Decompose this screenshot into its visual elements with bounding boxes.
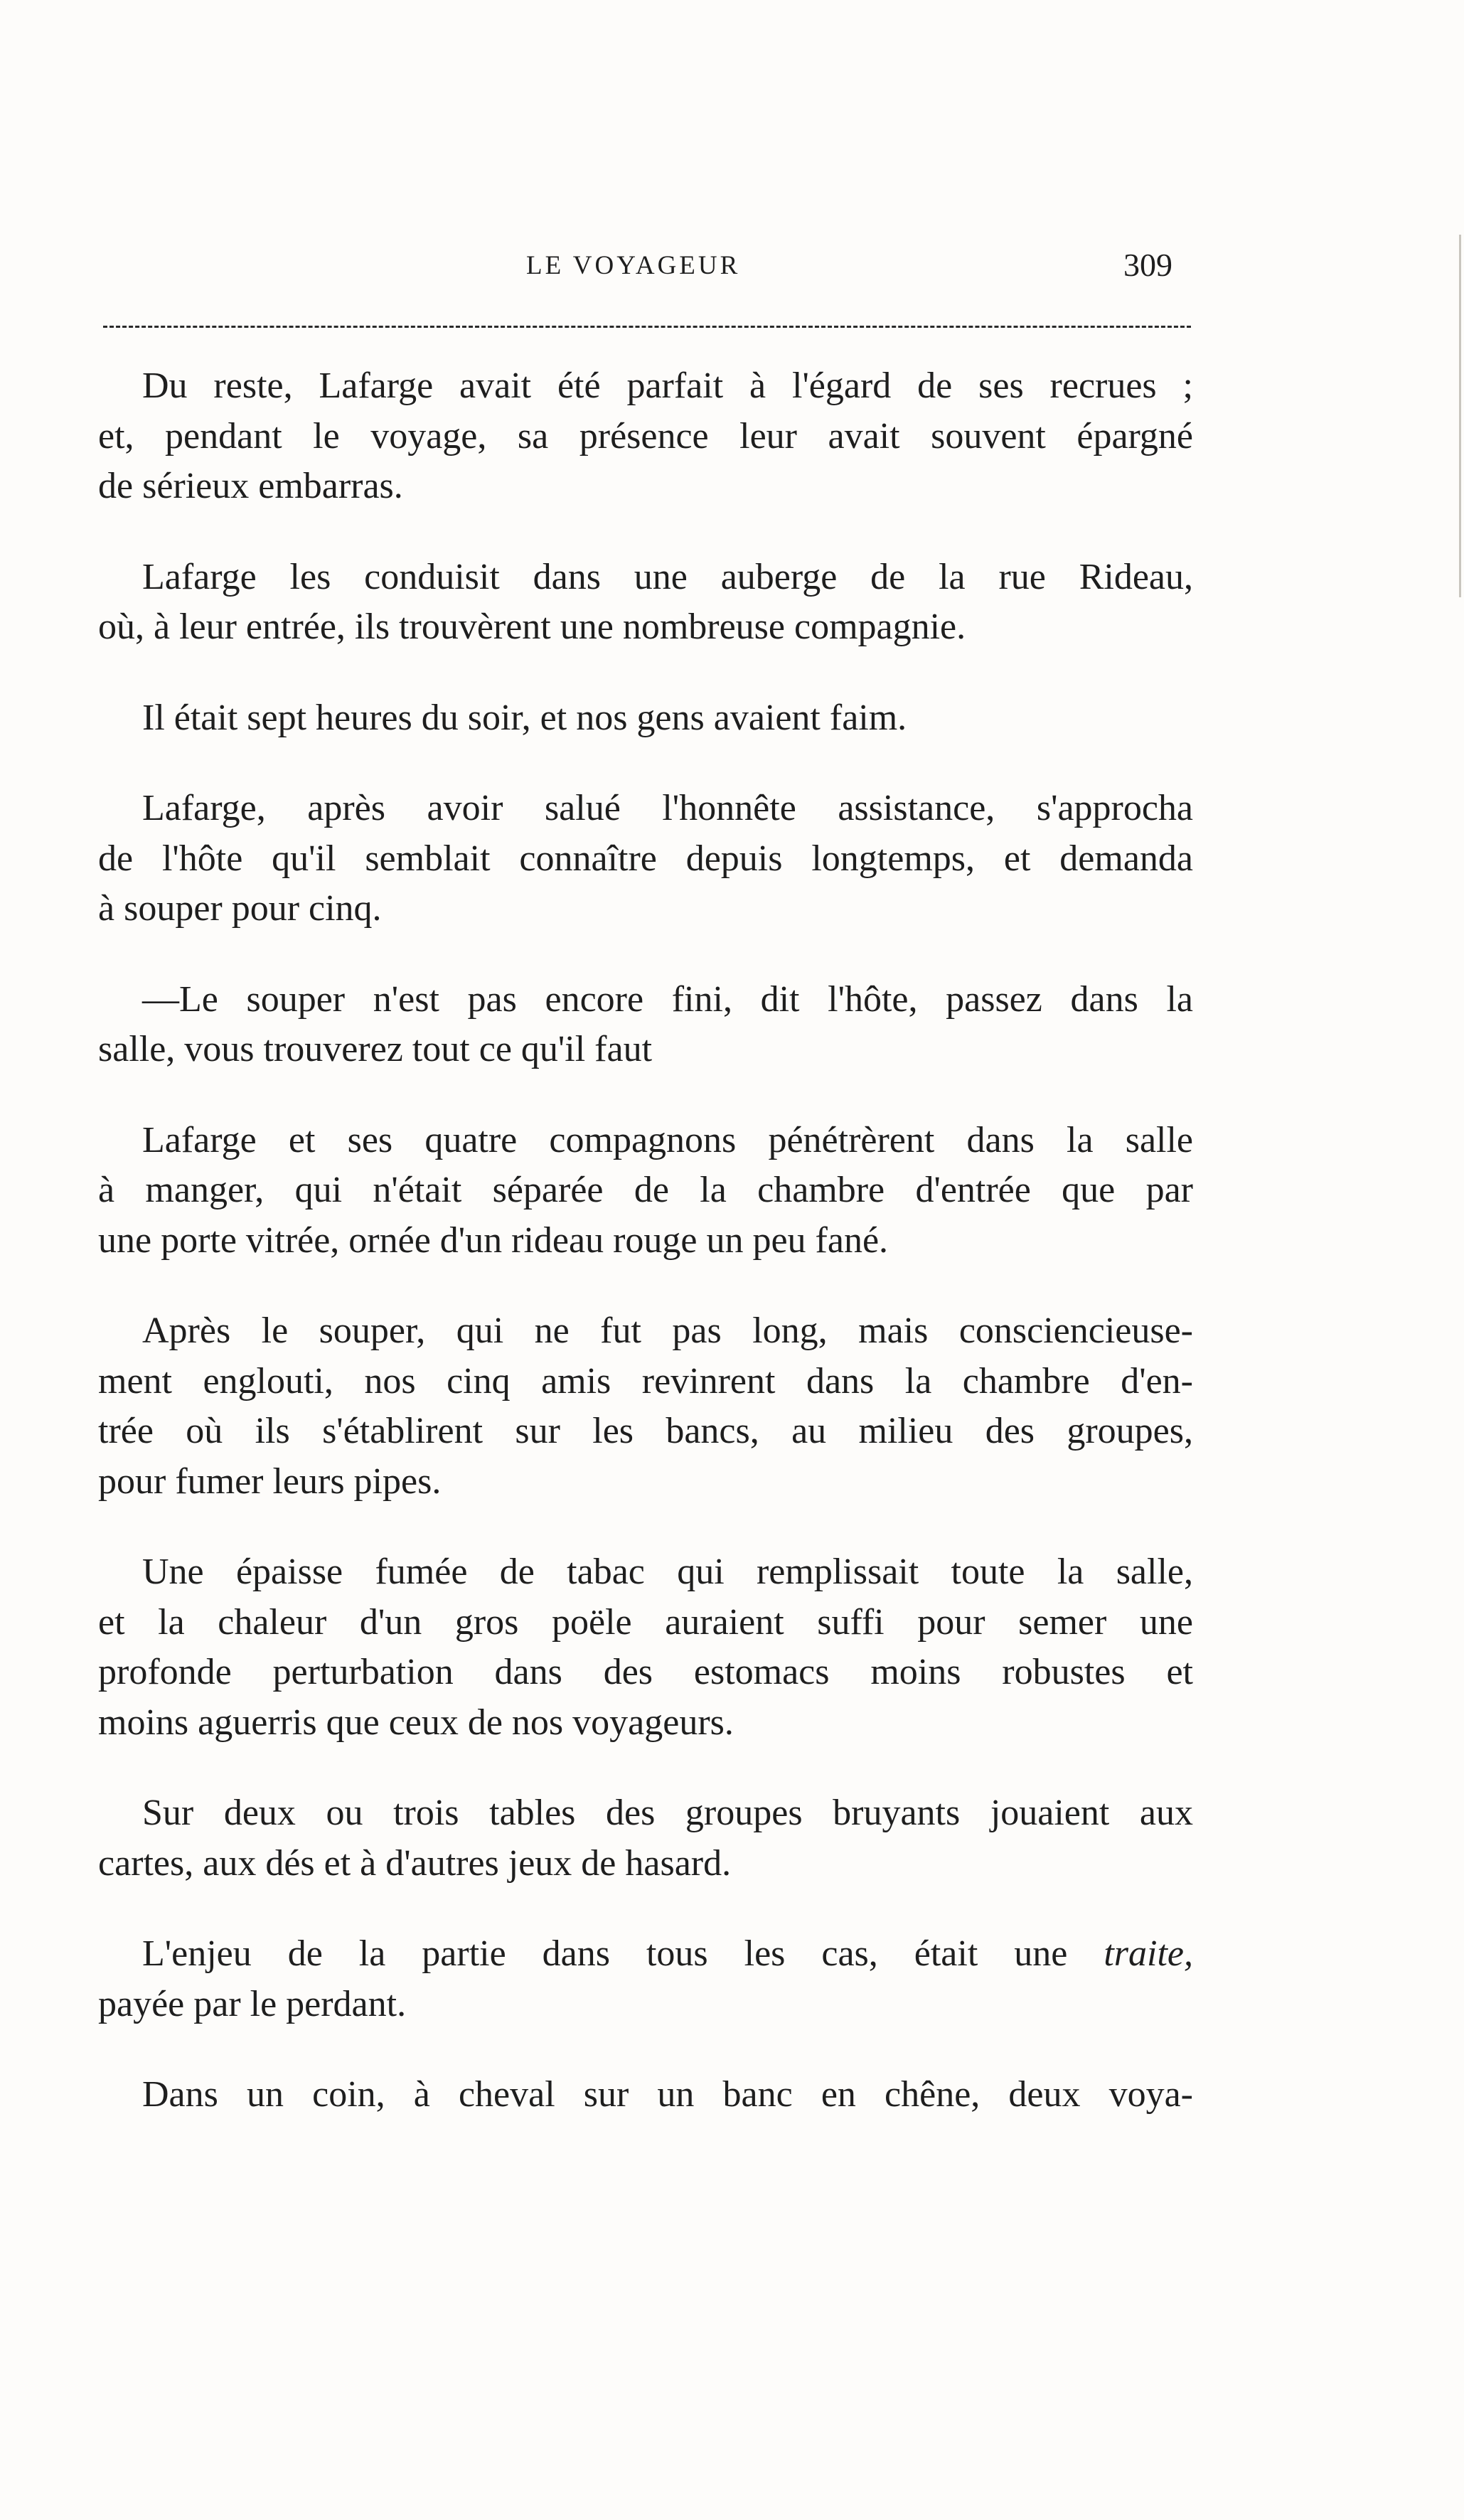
text-line: Après le souper, qui ne fut pas long, mais consciencieuse- [142,1310,1193,1351]
paragraph-7 [98,1306,1193,1507]
text-line: de l'hôte qu'il semblait connaître depuis longtemps, et demanda [98,838,1193,879]
text-line: trée où ils s'établirent sur les bancs, au milieu des groupes, [98,1411,1193,1451]
text-line: à manger, qui n'était séparée de la chambre d'entrée que par [98,1170,1193,1210]
text-fragment: L'enjeu de la partie dans tous les cas, était une [142,1933,1104,1974]
page-edge-shadow [1459,235,1461,597]
paragraph-4 [98,784,1193,934]
text-line: Dans un coin, à cheval sur un banc en chêne, deux voya- [142,2074,1193,2115]
text-line: salle, vous trouverez tout ce qu'il faut [98,1029,653,1069]
text-line: à souper pour cinq. [98,888,382,929]
paragraph-10 [98,1929,1193,2029]
text-line: Lafarge, après avoir salué l'honnête assistance, s'approcha [142,788,1193,828]
text-line: moins aguerris que ceux de nos voyageurs. [98,1702,734,1743]
italic-word: traite, [1104,1933,1193,1974]
text-line: une porte vitrée, ornée d'un rideau rouge un peu fané. [98,1219,889,1261]
page-number: 309 [1123,247,1172,283]
paragraph-1 [98,361,1193,512]
text-line: pour fumer leurs pipes. [98,1461,442,1502]
text-line: et la chaleur d'un gros poële auraient suffi pour semer une [98,1601,1193,1643]
paragraph-11 [98,2070,1193,2120]
text-line: profonde perturbation dans des estomacs moins robustes et [98,1652,1193,1692]
text-line: où, à leur entrée, ils trouvèrent une nombreuse compagnie. [98,607,966,647]
text-line: et, pendant le voyage, sa présence leur avait souvent épargné [98,415,1193,457]
paragraph-8 [98,1547,1193,1748]
body-text [98,361,1193,2161]
paragraph-3 [98,693,1193,744]
text-line: cartes, aux dés et à d'autres jeux de hasard. [98,1842,732,1884]
text-line: —Le souper n'est pas encore fini, dit l'hôte, passez dans la [142,978,1193,1020]
text-line: Lafarge les conduisit dans une auberge de la rue Rideau, [142,556,1193,597]
text-line: payée par le perdant. [98,1983,407,2024]
paragraph-9 [98,1788,1193,1889]
running-head-title: LE VOYAGEUR [526,251,741,280]
text-line: ment englouti, nos cinq amis revinrent dans la chambre d'en- [98,1360,1193,1402]
text-line [98,1929,1193,1980]
text-line: Une épaisse fumée de tabac qui remplissait toute la salle, [142,1552,1193,1592]
text-line: Sur deux ou trois tables des groupes bruyants jouaient aux [142,1793,1193,1833]
paragraph-2 [98,552,1193,653]
text-line: Il était sept heures du soir, et nos gens avaient faim. [142,697,907,738]
paragraph-5 [98,975,1193,1075]
text-line: Du reste, Lafarge avait été parfait à l'égard de ses recrues ; [142,365,1193,406]
text-line: Lafarge et ses quatre compagnons pénétrèrent dans la salle [142,1119,1193,1160]
header-rule [103,326,1191,328]
paragraph-6 [98,1116,1193,1266]
text-line: de sérieux embarras. [98,466,403,506]
